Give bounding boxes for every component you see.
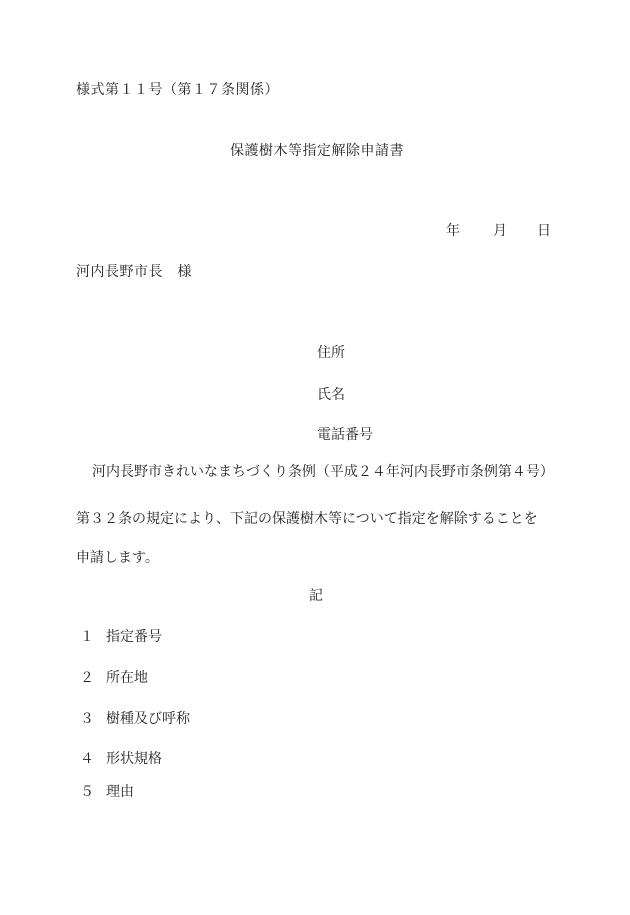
list-item: [80, 752, 162, 766]
list-item: [80, 630, 162, 644]
item-label: 所在地: [106, 670, 148, 686]
item-label: 形状規格: [106, 751, 162, 767]
list-item: [80, 785, 134, 799]
ki-heading: 記: [309, 588, 323, 604]
list-item: [80, 712, 190, 726]
addressee: 河内長野市長 様: [76, 264, 192, 280]
date-month-label: 月: [493, 223, 507, 239]
form-number: 様式第１１号（第１７条関係）: [76, 82, 279, 98]
item-label: 指定番号: [106, 629, 162, 645]
document-title: 保護樹木等指定解除申請書: [230, 143, 404, 159]
item-number: １: [80, 629, 94, 645]
applicant-phone-label: 電話番号: [317, 427, 373, 443]
item-number: ４: [80, 751, 94, 767]
body-text-line-1: 河内長野市きれいなまちづくり条例（平成２４年河内長野市条例第４号）: [92, 464, 554, 480]
date-day-label: 日: [537, 223, 551, 239]
applicant-name-label: 氏名: [317, 387, 345, 403]
body-text-line-2: 第３２条の規定により、下記の保護樹木等について指定を解除することを: [76, 511, 538, 527]
applicant-address-label: 住所: [317, 345, 345, 361]
item-label: 理由: [106, 784, 134, 800]
item-label: 樹種及び呼称: [106, 711, 190, 727]
item-number: ５: [80, 784, 94, 800]
item-number: ３: [80, 711, 94, 727]
date-year-label: 年: [446, 223, 460, 239]
item-number: ２: [80, 670, 94, 686]
list-item: [80, 671, 148, 685]
body-text-line-3: 申請します。: [76, 550, 159, 566]
